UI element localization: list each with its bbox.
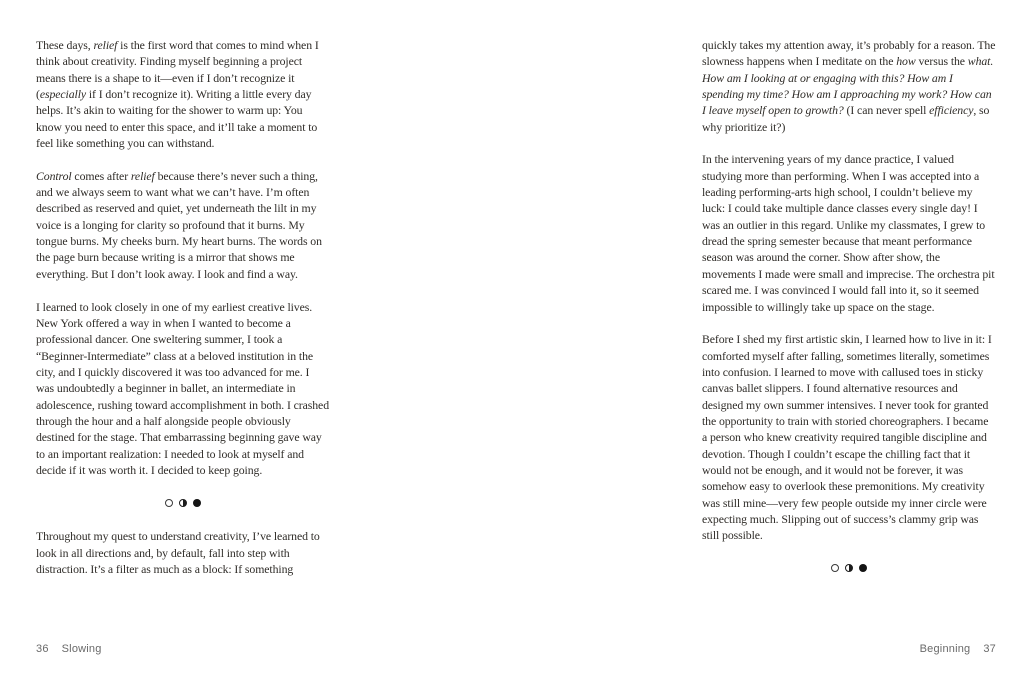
circle-half-filled-icon — [845, 564, 853, 572]
circle-outline-icon — [165, 499, 173, 507]
section-break-ornament — [702, 564, 996, 573]
page-number: 37 — [983, 643, 996, 655]
body-paragraph: Throughout my quest to understand creativity, I’ve learned to look in all directions and, by default, fall into step with distraction. It’s a filter as much as a block: If something — [36, 529, 320, 576]
page-left — [36, 37, 330, 594]
running-head: Beginning — [919, 643, 971, 655]
footer-right — [702, 643, 996, 655]
footer-left — [36, 643, 330, 655]
body-paragraph: I learned to look closely in one of my earliest creative lives. New York offered a way in when I wanted to become a professional dancer. One sweltering summer, I took a “Beginner-Intermediate” class at a beloved institution in the city, and I quickly discovered it was too advanced for me. I was undoubtedly a beginner in ballet, an intermediate in adolescence, rushing toward accomplishment in both. I crashed through the hour and a half alongside people obviously destined for the stage. That embarrassing beginning gave way to an important realization: I needed to look at myself and decide if it was worth it. I decided to keep going. — [36, 299, 329, 477]
circle-half-filled-icon — [179, 499, 187, 507]
body-paragraph: Control comes after relief because there’s never such a thing, and we always seem to want what we can’t have. I’m often described as reserved and quiet, yet underneath the lilt in my voice is a longing for clarity so profound that it burns. My tongue burns. My cheeks burn. My heart burns. The words on the page burn because writing is a mirror that shows me everything. But I don’t look away. I look and find a way. — [36, 168, 322, 281]
page-number: 36 — [36, 643, 49, 655]
body-paragraph: Before I shed my first artistic skin, I learned how to live in it: I comforted myself after falling, sometimes literally, sometimes into confusion. I learned to move with callused toes in sticky canvas ballet slippers. I found alternative resources and designed my own summer intensives. I never took for granted the opportunity to train with storied choreographers. I became a person who knew creativity required tangible discipline and devotion. Though I couldn’t escape the chilling fact that it would not be enough, and it would not be forever, it was somehow easy to overlook these premonitions. My creativity was still mine—very few people outside my inner circle were expecting much. Slipping out of success’s clammy grip was still possible. — [702, 332, 992, 543]
body-paragraph: These days, relief is the first word that comes to mind when I think about creativity. Finding myself beginning a project means there is a shape to it—even if I don’t recognize it (especially if I don’t recognize it). Writing a little every day helps. It’s akin to waiting for the shower to warm up: You know you need to enter this space, and it’ll take a moment to feel like something you can withstand. — [36, 38, 319, 151]
section-break-ornament — [36, 498, 330, 507]
body-paragraph: In the intervening years of my dance practice, I valued studying more than performing. When I was accepted into a leading performing-arts high school, I couldn’t believe my luck: I could take multiple dance classes every single day! I was an outlier in this regard. Unlike my classmates, I grew to dread the spring semester because that meant performance season was around the corner. Show after show, the movements I made were small and imprecise. The orchestra pit scared me. I was convinced I would fall into it, so it seemed impossible to willingly take up space on the stage. — [702, 152, 995, 314]
circle-outline-icon — [831, 564, 839, 572]
page-right — [702, 37, 996, 594]
running-head: Slowing — [61, 643, 102, 655]
body-paragraph: quickly takes my attention away, it’s probably for a reason. The slowness happens when I meditate on the how versus the what. How am I looking at or engaging with this? How am I spending my time? How am I approaching my work? How can I leave myself open to growth? (I can never spell efficiency, so why prioritize it?) — [702, 38, 996, 134]
circle-filled-icon — [193, 499, 201, 507]
circle-filled-icon — [859, 564, 867, 572]
